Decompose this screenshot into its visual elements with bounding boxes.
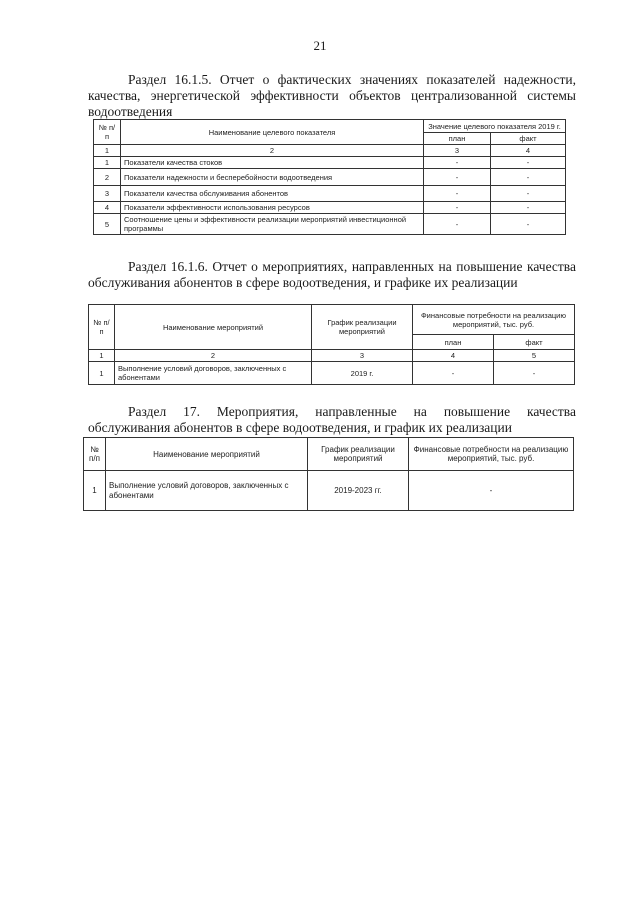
row-plan: - [424, 214, 491, 235]
table-row [94, 186, 566, 202]
column-header-schedule: График реализации мероприятий [312, 305, 413, 350]
column-header-plan: план [413, 335, 494, 350]
table-row [94, 214, 566, 235]
section-16-1-5-heading [88, 72, 576, 120]
row-indicator-name: Показатели качества обслуживания абонентов [121, 186, 424, 202]
column-header-finance: Финансовые потребности на реализацию мероприятий, тыс. руб. [409, 438, 574, 471]
row-fact: - [491, 214, 566, 235]
index-cell: 2 [115, 350, 312, 362]
row-fact: - [494, 362, 575, 385]
row-indicator-name: Показатели эффективности использования ресурсов [121, 202, 424, 214]
page-number: 21 [313, 38, 327, 53]
column-header-num: № п/п [94, 120, 121, 145]
index-cell: 3 [424, 145, 491, 157]
target-indicators-table [93, 119, 566, 235]
column-header-fact: факт [491, 133, 566, 145]
measures-report-table [88, 304, 575, 385]
row-num: 1 [89, 362, 115, 385]
row-schedule: 2019-2023 гг. [308, 471, 409, 511]
index-cell: 4 [491, 145, 566, 157]
row-measure-name: Выполнение условий договоров, заключенных с абонентами [106, 471, 308, 511]
section-16-1-6-heading [88, 259, 576, 291]
row-indicator-name: Показатели надежности и бесперебойности водоотведения [121, 169, 424, 186]
index-cell: 3 [312, 350, 413, 362]
column-header-num: № п/п [89, 305, 115, 350]
row-finance: - [409, 471, 574, 511]
column-header-measure-name: Наименование мероприятий [106, 438, 308, 471]
row-plan: - [424, 169, 491, 186]
row-plan: - [413, 362, 494, 385]
index-row [94, 145, 566, 157]
row-num: 2 [94, 169, 121, 186]
row-measure-name: Выполнение условий договоров, заключенных с абонентами [115, 362, 312, 385]
table-row [89, 362, 575, 385]
table-row [94, 169, 566, 186]
index-cell: 1 [94, 145, 121, 157]
row-indicator-name: Соотношение цены и эффективности реализации мероприятий инвестиционной программы [121, 214, 424, 235]
column-header-plan: план [424, 133, 491, 145]
section-16-1-6-heading-text: Раздел 16.1.6. Отчет о мероприятиях, направленных на повышение качества обслуживания абонентов в сфере водоотведения, и графике их реализации [88, 259, 576, 290]
measures-plan-table [83, 437, 574, 511]
column-header-num: № п/п [84, 438, 106, 471]
section-17-heading [88, 404, 576, 436]
row-fact: - [491, 169, 566, 186]
row-fact: - [491, 157, 566, 169]
row-num: 4 [94, 202, 121, 214]
column-header-target-value: Значение целевого показателя 2019 г. [424, 120, 566, 133]
row-num: 1 [94, 157, 121, 169]
row-num: 1 [84, 471, 106, 511]
table-row [94, 157, 566, 169]
index-cell: 5 [494, 350, 575, 362]
column-header-indicator-name: Наименование целевого показателя [121, 120, 424, 145]
section-16-1-5-heading-text: Раздел 16.1.5. Отчет о фактических значениях показателей надежности, качества, энергетической эффективности объектов централизованной системы водоотведения [88, 72, 576, 119]
row-plan: - [424, 157, 491, 169]
index-cell: 4 [413, 350, 494, 362]
row-num: 3 [94, 186, 121, 202]
column-header-finance: Финансовые потребности на реализацию мероприятий, тыс. руб. [413, 305, 575, 335]
row-plan: - [424, 186, 491, 202]
table-row [84, 471, 574, 511]
index-row [89, 350, 575, 362]
row-indicator-name: Показатели качества стоков [121, 157, 424, 169]
table-row [94, 202, 566, 214]
column-header-schedule: График реализации мероприятий [308, 438, 409, 471]
row-fact: - [491, 186, 566, 202]
row-schedule: 2019 г. [312, 362, 413, 385]
index-cell: 2 [121, 145, 424, 157]
row-fact: - [491, 202, 566, 214]
row-num: 5 [94, 214, 121, 235]
column-header-measure-name: Наименование мероприятий [115, 305, 312, 350]
index-cell: 1 [89, 350, 115, 362]
column-header-fact: факт [494, 335, 575, 350]
section-17-heading-text: Раздел 17. Мероприятия, направленные на повышение качества обслуживания абонентов в сфере водоотведения, и график их реализации [88, 404, 576, 435]
row-plan: - [424, 202, 491, 214]
